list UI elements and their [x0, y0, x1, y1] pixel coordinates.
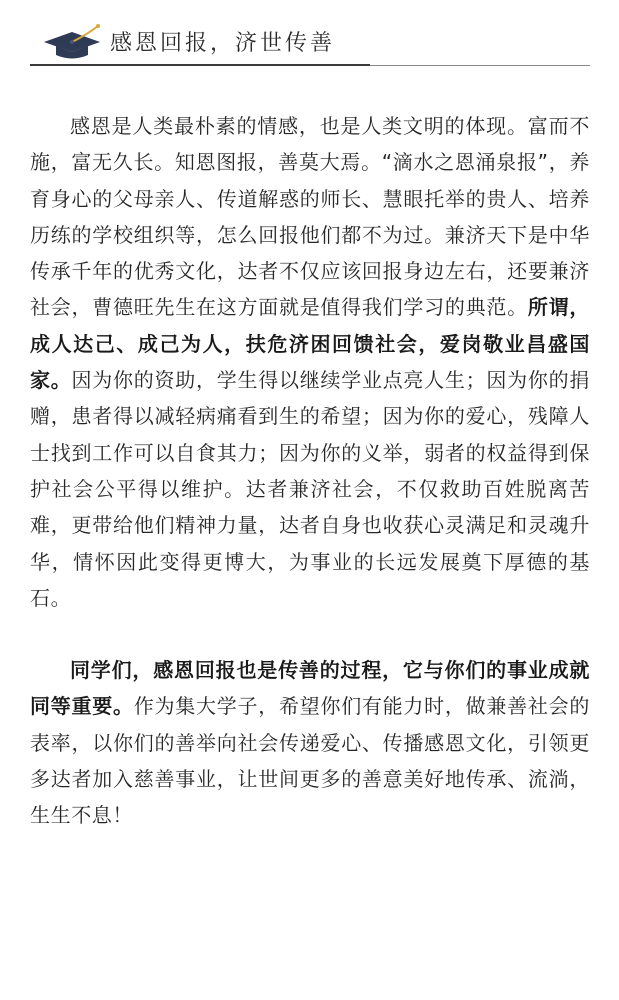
- paragraph-text: 因为你的资助，学生得以继续学业点亮人生；因为你的捐赠，患者得以减轻病痛看到生的希望；因为你的爱心，残障人士找到工作可以自食其力；因为你的义举，弱者的权益得到保护社会公平得以维护。达者兼济社会，不仅救助百姓脱离苦难，更带给他们精神力量，达者自身也收获心灵满足和灵魂升华，情怀因此变得更博大，为事业的长远发展奠下厚德的基石。: [30, 368, 591, 610]
- page-title: 感恩回报，济世传善: [110, 31, 336, 56]
- paragraph-text: 感恩是人类最朴素的情感，也是人类文明的体现。富而不施，富无久长。知恩图报，善莫大焉。“滴水之恩涌泉报”，养育身心的父母亲人、传道解惑的师长、慧眼托举的贵人、培养历练的学校组织等，怎么回报他们都不为过。兼济天下是中华传承千年的优秀文化，达者不仅应该回报身边左右，还要兼济社会，曹德旺先生在这方面就是值得我们学习的典范。: [30, 114, 590, 320]
- section-header: [30, 20, 590, 70]
- article-body: [30, 108, 590, 834]
- paragraph-spacer: [30, 616, 590, 652]
- paragraph: [30, 652, 590, 833]
- paragraph-text: 作为集大学子，希望你们有能力时，做兼善社会的表率，以你们的善举向社会传递爱心、传播感恩文化，引领更多达者加入慈善事业，让世间更多的善意美好地传承、流淌，生生不息！: [30, 694, 591, 828]
- paragraph: [30, 108, 590, 616]
- graduation-cap-icon: [42, 24, 104, 64]
- paragraph-bold-text: 所谓，成人达己、成己为人，扶危济困回馈社会，爱岗敬业昌盛国家。: [30, 295, 590, 393]
- header-divider-accent: [30, 64, 370, 66]
- paragraph-bold-text: 同学们，感恩回报也是传善的过程，它与你们的事业成就同等重要。: [30, 658, 590, 719]
